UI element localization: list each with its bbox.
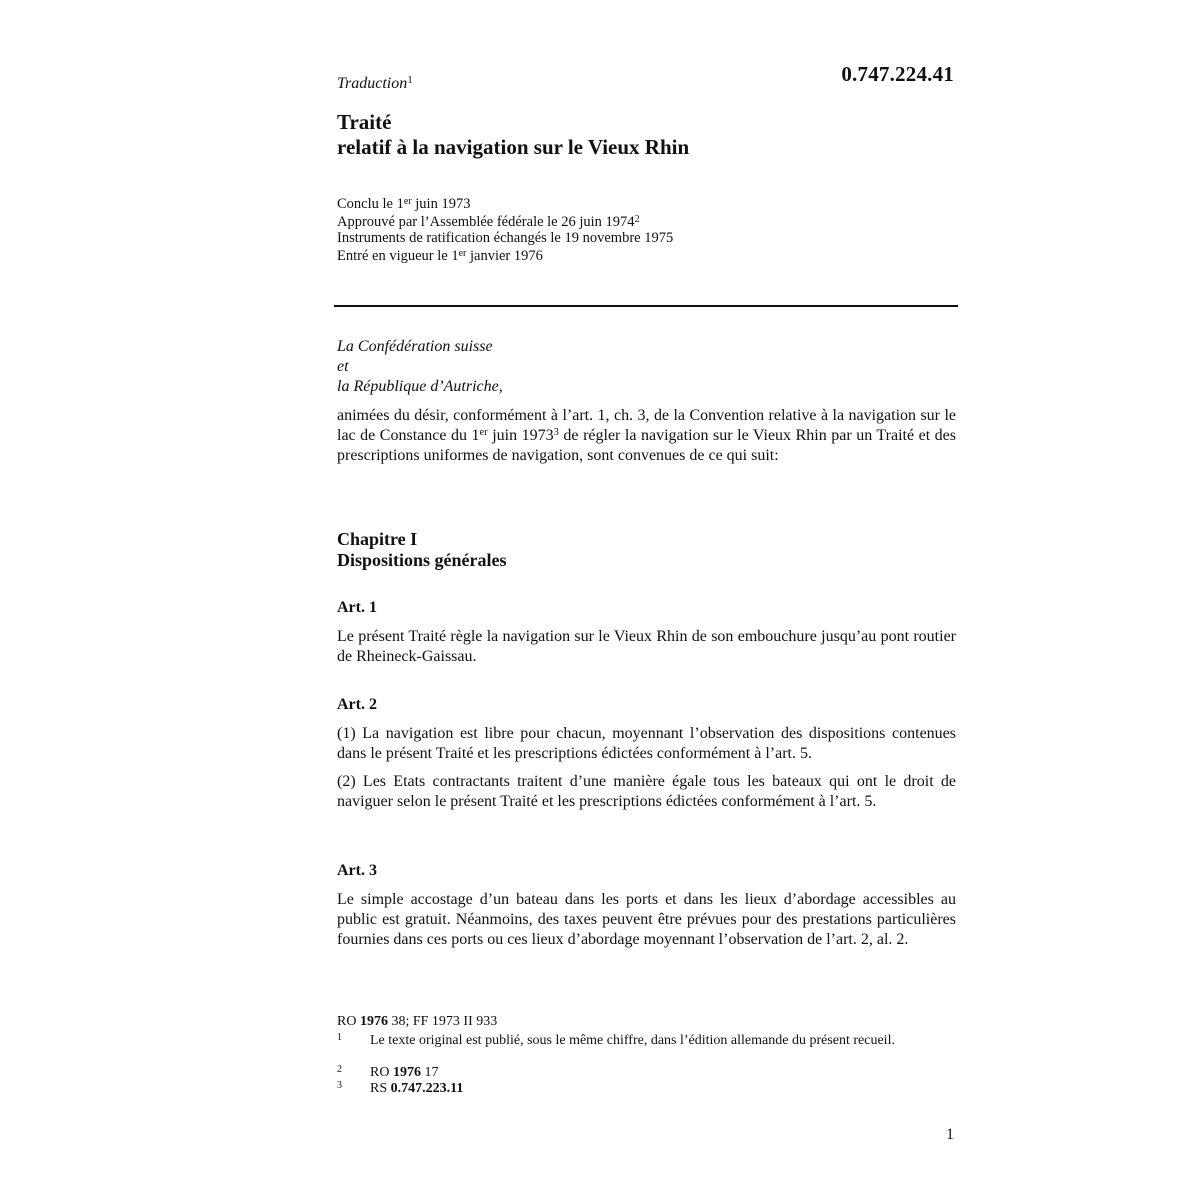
party-austria: la République d’Autriche, (337, 378, 503, 395)
title-line-2: relatif à la navigation sur le Vieux Rhin (337, 135, 690, 159)
translation-label: Traduction$^1$ (337, 74, 413, 92)
chapter-heading (337, 529, 507, 571)
footnote-number: 3 (337, 1080, 342, 1091)
footnote-number: 1 (337, 1032, 342, 1043)
document-page (337, 0, 957, 1200)
footnote-number: 2 (337, 1064, 342, 1075)
article-2-heading: Art. 2 (337, 696, 377, 713)
concluded-date: Conclu le 1er juin 1973 (337, 196, 471, 212)
approved-date: Approuvé par l’Assemblée fédérale le 26 juin 1974$^2$ (337, 214, 640, 230)
footnote-text: RS 0.747.223.11 (370, 1081, 464, 1096)
footnote-ref-3[interactable]: 3 (553, 427, 559, 438)
footnote-ref-2[interactable]: 2 (634, 214, 640, 225)
chapter-number: Chapitre I (337, 529, 418, 549)
article-1-heading: Art. 1 (337, 599, 377, 616)
article-2-paragraph-1: (1) La navigation est libre pour chacun, moyennant l’observation des dispositions contenues dans le présent Traité et les prescriptions édictées conformément à l’art. 5. (337, 725, 956, 762)
document-title (337, 110, 689, 160)
page-number: 1 (946, 1126, 954, 1143)
treaty-metadata (337, 194, 673, 264)
footnote-text: RO 1976 17 (370, 1065, 439, 1080)
article-3-heading: Art. 3 (337, 862, 377, 879)
footnote-1 (337, 1033, 957, 1065)
article-2-paragraph-2: (2) Les Etats contractants traitent d’une manière égale tous les bateaux qui ont le droit de naviguer selon le présent Traité et les prescriptions édictées conformément à l’art. 5. (337, 773, 956, 810)
footnote-3 (337, 1081, 957, 1097)
footnote-text: Le texte original est publié, sous le même chiffre, dans l’édition allemande du présent recueil. (370, 1033, 895, 1048)
title-line-1: Traité (337, 110, 392, 134)
footnote-2 (337, 1065, 957, 1081)
ratification-date: Instruments de ratification échangés le 19 novembre 1975 (337, 230, 674, 246)
footer-source-reference: RO 1976 38; FF 1973 II 933 (337, 1014, 498, 1029)
footnote-ref-1[interactable]: 1 (407, 74, 413, 86)
party-conjunction: et (337, 358, 349, 375)
chapter-title: Dispositions générales (337, 550, 507, 570)
entry-into-force-date: Entré en vigueur le 1er janvier 1976 (337, 248, 543, 264)
sr-number: 0.747.224.41 (841, 62, 954, 86)
article-1-paragraph: Le présent Traité règle la navigation sur le Vieux Rhin de son embouchure jusqu’au pont routier de Rheineck-Gaissau. (337, 628, 956, 665)
contracting-parties (337, 337, 503, 397)
article-3-paragraph: Le simple accostage d’un bateau dans les ports et dans les lieux d’abordage accessibles au public est gratuit. Néanmoins, des taxes peuvent être prévues pour des prestations particulières fournies dans ces ports ou ces lieux d’abordage moyennant l’observation de l’art. 2, al. 2. (337, 891, 956, 948)
party-switzerland: La Confédération suisse (337, 338, 493, 355)
header-divider (334, 305, 958, 307)
preamble: animées du désir, conformément à l’art. 1, ch. 3, de la Convention relative à la navigation sur le lac de Constance du 1er juin 1973$^3$ de régler la navigation sur le Vieux Rhin par un Traité et des prescriptions uniformes de navigation, sont convenues de ce qui suit: (337, 407, 957, 464)
